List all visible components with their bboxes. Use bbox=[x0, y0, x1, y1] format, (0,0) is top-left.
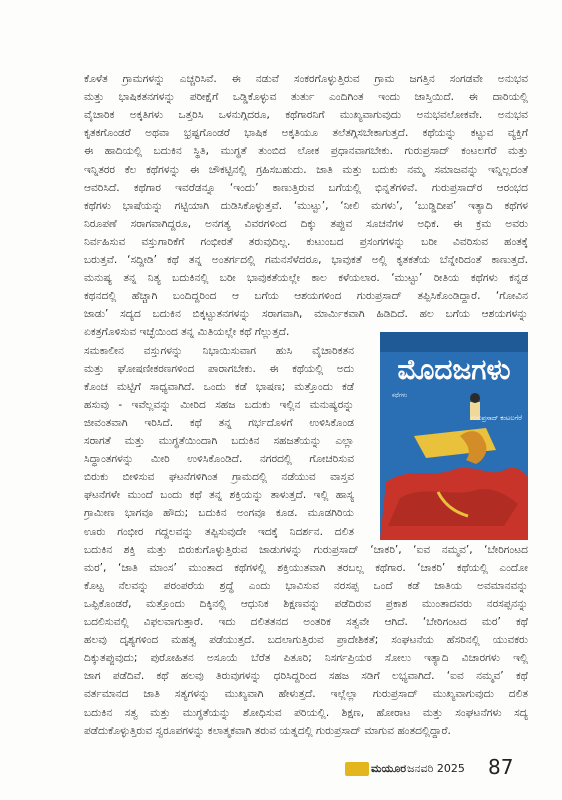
article-line: ವರ್ತಮಾನದ ಜಾತಿ ಸತ್ಯಗಳನ್ನು ಮುಖ್ಯವಾಗಿ ಹೇಳುತ್ತದೆ. ಇಲ್ಲೆಲ್ಲಾ ಗುರುಪ್ರಸಾದ್ ಮುಖ್ಯವಾಗುವುದು ದಲಿತ bbox=[84, 688, 528, 701]
article-line: ಸರಾಗತೆ ಮತ್ತು ಮುಗ್ಧತೆಯಿಂದಾಗಿ ಬದುಕಿನ ಸಹಜತೆಯನ್ನು ಎಲ್ಲಾ bbox=[84, 435, 354, 447]
article-line: ಜೀವಂತವಾಗಿ ಇರಿಸಿದೆ. ಕಥೆ ತನ್ನ ಗರ್ಭದೊಳಗೆ ಉಳಿಸಿಕೊಂಡ bbox=[84, 416, 354, 429]
article-line: ವೈಚಾರಿಕ ಅಕ್ಕತಿಗಳು ಒತ್ತರಿಸಿ ಒಳನುಗ್ಗಿದರೂ, ಕಥೆಗಾರನಿಗೆ ಮುಖ್ಯವಾಗುವುದು ಅನುಭವಲೋಕವೇ. ಅನುಭವ bbox=[84, 109, 528, 122]
article-line: ಕಥೆಗಳು ಭಾಷೆಯನ್ನು ಗಟ್ಟಿಯಾಗಿ ದುಡಿಸಿಕೊಳ್ಳುತ್ತವೆ. ‘ಮುಟ್ಟು’, ‘ನೀಲಿ ಮಗಳು’, ‘ಬುಡ್ಡಿದೀಪ’ ಇತ್ಯಾದಿ ಕಥೆಗಳ bbox=[84, 199, 528, 212]
magazine-logo-icon bbox=[345, 762, 369, 776]
article-line: ದಿಕ್ಕುತಪ್ಪುವುದು; ಪುರೋಹಿತನ ಅಸೂಯೆ ಬೆರೆತ ಪಿತೂರಿ; ನಿಸರ್ಗಪ್ರಿಯರ ಸೋಲು ಇತ್ಯಾದಿ ವಿಚಾರಗಳು ಇಲ್ಲಿ bbox=[84, 652, 528, 665]
article-line: ಏಕತ್ರಗೊಳಿಸುವ ಇಚ್ಛೆಯಿಂದ ತನ್ನ ಮಿತಿಯಲ್ಲೇ ಕಥೆ ಗೆಲ್ಲುತ್ತದೆ. bbox=[84, 326, 290, 339]
article-line: ಕೊಂಚ ಮಟ್ಟಿಗೆ ಸಾಧ್ಯವಾಗಿದೆ. ಒಂದು ಕಡೆ ಭಾಷಣ; ಮತ್ತೊಂದು ಕಡೆ bbox=[84, 380, 354, 393]
article-line: ಬಿರುಕು ಬೀಳಿಸುವ ಘಟನೆಗಳಿಗಿಂತ ಗ್ರಾಮದಲ್ಲಿ ನಡೆಯುವ ವಾಸ್ತವ bbox=[84, 471, 354, 484]
article-line: ಹಲವು ದೃಶ್ಯಗಳಿಂದ ಮಹತ್ವ ಪಡೆಯುತ್ತದೆ. ಬದಲಾಗುತ್ತಿರುವ ಪ್ರಾದೇಶಿಕತೆ; ಸಂಘಟನೆಯ ಹೆಸರಿನಲ್ಲಿ ಯುವಕರು bbox=[84, 634, 528, 647]
article-line: ಒಪ್ಪಿಕೊಂಡರೆ, ಮತ್ತೊಂದು ದಿಕ್ಕಿನಲ್ಲಿ ಆಧುನಿಕ ಶಿಕ್ಷಣವನ್ನು ಪಡೆದಿರುವ ಪ್ರಕಾಶ ಮುಂತಾದವರು ನರಸಪ್ಪನನ್ನು bbox=[84, 597, 528, 610]
article-line: ಕೊಟ್ಟ ನೆಲವನ್ನು ಪರಂಪರೆಯ ಶ್ರದ್ಧೆ ಎಂದು ಭಾವಿಸುವ ನರಸಪ್ಪ ಒಂದೆ ಕಡೆ ಜಾತಿಯ ಅವಮಾನವನ್ನು bbox=[84, 579, 528, 592]
article-line: ಮನುಷ್ಯ ತನ್ನ ನಿತ್ಯ ಬದುಕಿನಲ್ಲಿ ಬರೀ ಭಾವುಕತೆಯಲ್ಲೇ ಕಾಲ ಕಳೆಯಲಾರ. ‘ಮುಟ್ಟು’ ರೀತಿಯ ಕಥೆಗಳು ಕನ್ನಡ bbox=[84, 272, 528, 285]
article-line: ಸಿದ್ಧಾಂತಗಳನ್ನು ಮೀರಿ ಉಳಿಸಿಕೊಂಡಿದೆ. ನಗರದಲ್ಲಿ ಗೋಚರಿಸುವ bbox=[84, 453, 354, 466]
article-line: ಬರುತ್ತವೆ. ‘ಸದ್ದೀಡಿ’ ಕಥೆ ತನ್ನ ಅಂತರ್ಗದಲ್ಲಿ ಗಮನಸೆಳೆದರೂ, ಭಾವುಕತೆ ಅಲ್ಲಿ ಕೃತಕತೆಯ ಬೆನ್ನೇರಿದಂತೆ ಕಾಣುತ್ತದೆ. bbox=[84, 254, 528, 266]
magazine-name: ಮಯೂರ bbox=[371, 762, 407, 775]
article-line: ಕೃತಕಗೊಂಡರೆ ಅಥವಾ ಭ್ರಷ್ಟಗೊಂಡರೆ ಭಾಷಿಕ ಅಕ್ಕತಿಯೂ ತಲೆತಗ್ಗಿಸಬೇಕಾಗುತ್ತದೆ. ಕಥೆಯನ್ನು ಕಟ್ಟುವ ವ್ಯಕ್ತಿಗೆ bbox=[84, 127, 528, 140]
article-line: ಬದುಕಿನ ಸತ್ವ ಮತ್ತು ಮುಗ್ಧತೆಯನ್ನು ಶೋಧಿಸುವ ಪರಿಯಲ್ಲಿ. ಶಿಕ್ಷಣ, ಹೋರಾಟ ಮತ್ತು ಸಂಘಟನೆಗಳು ಸದ್ಯ bbox=[84, 706, 528, 719]
page-number: 87 bbox=[488, 755, 514, 779]
article-line: ಪಡೆದುಕೊಳ್ಳುತ್ತಿರುವ ಸ್ವರೂಪಗಳನ್ನು ಕಲಾತ್ಮಕವಾಗಿ ತರುವ ಯತ್ನದಲ್ಲಿ ಗುರುಪ್ರಸಾದ್ ಮಾಗುವ ಹಂತದಲ್ಲಿದ್ದಾರೆ. bbox=[84, 724, 451, 737]
article-line: ಘಟನೆಗಳೇ ಮುಂದೆ ಬಂದು ಕಥೆ ತನ್ನ ಶಕ್ತಿಯನ್ನು ತಾಳುತ್ತದೆ. ಇಲ್ಲಿ ಹಾಸ್ಯ bbox=[84, 489, 354, 502]
book-cover-image bbox=[380, 332, 528, 540]
article-line: ಮತ್ತು ಭಾಷಿಕತನಗಳನ್ನು ಪರೀಕ್ಷೆಗೆ ಒಡ್ಡಿಕೊಳ್ಳುವ ತುರ್ತು ಎಂದಿಗಿಂತ ಇಂದು ಜಾಸ್ತಿಯಿದೆ. ಈ ದಾರಿಯಲ್ಲಿ bbox=[84, 91, 528, 104]
article-line: ನಿರ್ವಹಿಸುವ ವಸ್ತುಗಾರಿಕೆಗೆ ಗಂಭೀರತೆ ತರುವುದಿಲ್ಲ. ಕುಟುಂಬದ ಪ್ರಸಂಗಗಳನ್ನು ಬರೀ ವಿವರಿಸುವ ಹಂತಕ್ಕೆ bbox=[84, 235, 528, 248]
issue-date: ಜನವರಿ 2025 bbox=[407, 762, 465, 775]
article-line: ಆವರಿಸಿದೆ. ಕಥೆಗಾರ ಇವರೆಡನ್ನೂ ‘ಇಂದು’ ಕಾಣುತ್ತಿರುವ ಬಗೆಯಲ್ಲಿ ಭಿನ್ನತೆಗಳಿವೆ. ಗುರುಪ್ರಸಾದ್‌ರ ಆರಂಭದ bbox=[84, 181, 528, 194]
book-title: ಮೊದಜಗಳು bbox=[397, 353, 511, 386]
article-line: ಕಥನದಲ್ಲಿ ಹೆಚ್ಚಾಗಿ ಬಂದಿದ್ದರಿಂದ ಆ ಬಗೆಯ ಆಶಯಗಳಿಂದ ಗುರುಪ್ರಸಾದ್ ತಪ್ಪಿಸಿಕೊಂಡಿದ್ದಾರೆ. ‘ಗೋವಿನ bbox=[84, 290, 528, 303]
article-line: ಜಾಗ ಪಡೆದಿವೆ. ಕಥೆ ಹಲವು ತಿರುವುಗಳನ್ನು ಧರಿಸಿದ್ದರಿಂದ ಸಹಜ ಸಡಿಗೆ ಲಭ್ಯವಾಗಿದೆ. ‘ಐವ ನಮ್ಮವ’ ಕಥೆ bbox=[84, 670, 528, 683]
article-line: ಹಸುವು - ಇವೆಲ್ಲವನ್ನು ಮೀರಿದ ಸಹಜ ಬದುಕು ಇಲ್ಲಿನ ಮನುಷ್ಯರನ್ನು bbox=[84, 398, 354, 411]
article-line: ಸಮಕಾಲೀನ ವಸ್ತುಗಳನ್ನು ನಿಭಾಯಿಸುವಾಗ ಹುಸಿ ವೈಚಾರಿಕತನ bbox=[84, 344, 354, 357]
article-line: ಈ ಹಾದಿಯಲ್ಲಿ ಬದುಕಿನ ಸ್ಥಿತಿ, ಮುಗ್ಧತೆ ತುಂಬಿದ ಲೋಕ ಪ್ರಧಾನವಾಗಬೇಕು. ಗುರುಪ್ರಸಾದ್ ಕಂಟಲಗೆರೆ ಮತ್ತು bbox=[84, 145, 528, 158]
article-line: ನಿರೂಪಣೆ ಸರಾಗವಾಗಿದ್ದರೂ, ಅನಗತ್ಯ ವಿವರಗಳಿಂದ ದಿಕ್ಕು ತಪ್ಪುವ ಸೂಚನೆಗಳ ಅಧಿಕ. ಈ ಕ್ರಮ ಅವರು bbox=[84, 217, 528, 230]
article-line: ಬದಲಿಸುವಲ್ಲಿ ವಿಫಲವಾಗುತ್ತಾರೆ. ಇದು ದಲಿತತನದ ಅಂತರಿಕ ಸತ್ವವೇ ಆಗಿದೆ. ‘ಬೇರಿಗಂಟದ ಮರ’ ಕಥೆ bbox=[84, 616, 528, 628]
article-line: ಗ್ರಾಮೀಣ ಭಾಗವೂ ಹೌದು; ಬದುಕಿನ ಅಂಗವೂ ಕೂಡ. ಮೂಡಗಿರಿಯ bbox=[84, 507, 354, 520]
article-line: ಮತ್ತು ಘೋಷಣೀಕರಣಗಳಿಂದ ಪಾರಾಗಬೇಕು. ಈ ಕಥೆಯಲ್ಲಿ ಅದು bbox=[84, 362, 354, 375]
book-subtitle: ಕಥೆಗಳು bbox=[392, 392, 408, 399]
article-line: ಕೊಳೆತ ಗ್ರಾಮಗಳನ್ನು ಎಚ್ಚರಿಸಿವೆ. ಈ ನಡುವೆ ಸಂಕರಗೊಳ್ಳುತ್ತಿರುವ ಗ್ರಾಮ ಜಗತ್ತಿನ ಸಂಗಡವೇ ಅನುಭವ bbox=[84, 73, 528, 85]
article-line: ಬದುಕಿನ ಶಕ್ತಿ ಮತ್ತು ಬಿರುಕುಗೊಳ್ಳುತ್ತಿರುವ ಜಾಡುಗಳನ್ನು ಗುರುಪ್ರಸಾದ್ ‘ಚಾಕರಿ’, ‘ಐವ ನಮ್ಮವ’, ‘ಬೇರಿಗಂಟದ bbox=[84, 543, 528, 556]
article-line: ಊರು ಗಂಭೀರ ಗದ್ದಲವನ್ನು ತಪ್ಪಿಸುವುದೇ ಇದಕ್ಕೆ ನಿದರ್ಶನ. ದಲಿತ bbox=[84, 525, 354, 538]
article-line: ಮರ’, ‘ಜಾತಿ ಮಾಂಸ’ ಮುಂತಾದ ಕಥೆಗಳಲ್ಲಿ ಶಕ್ತಿಯುತವಾಗಿ ತರಬಲ್ಲ ಕಥೆಗಾರ. ‘ಚಾಕರಿ’ ಕಥೆಯಲ್ಲಿ ಎಂದೋ bbox=[84, 561, 528, 574]
article-line: ಇನ್ನಿತರರ ಕೆಲ ಕಥೆಗಳನ್ನು ಈ ಚೌಕಟ್ಟಿನಲ್ಲಿ ಗ್ರಹಿಸಬಹುದು. ಜಾತಿ ಮತ್ತು ಬದುಕು ನಮ್ಮ ಸಮಾಜವನ್ನು ಇನ್ನಿಲ್ಲದಂತೆ bbox=[84, 163, 528, 176]
article-line: ಜಾಡು’ ಸದ್ಯದ ಬದುಕಿನ ಬಿಕ್ಕಟ್ಟುತನಗಳನ್ನು ಸರಾಗವಾಗಿ, ಮಾರ್ಮಿಕವಾಗಿ ಹಿಡಿದಿದೆ. ಹಲ ಬಗೆಯ ಆಶಯಗಳನ್ನು bbox=[84, 308, 528, 321]
book-author: ಗುರುಪ್ರಸಾದ್ ಕಂಟಲಗೆರೆ bbox=[470, 414, 522, 422]
